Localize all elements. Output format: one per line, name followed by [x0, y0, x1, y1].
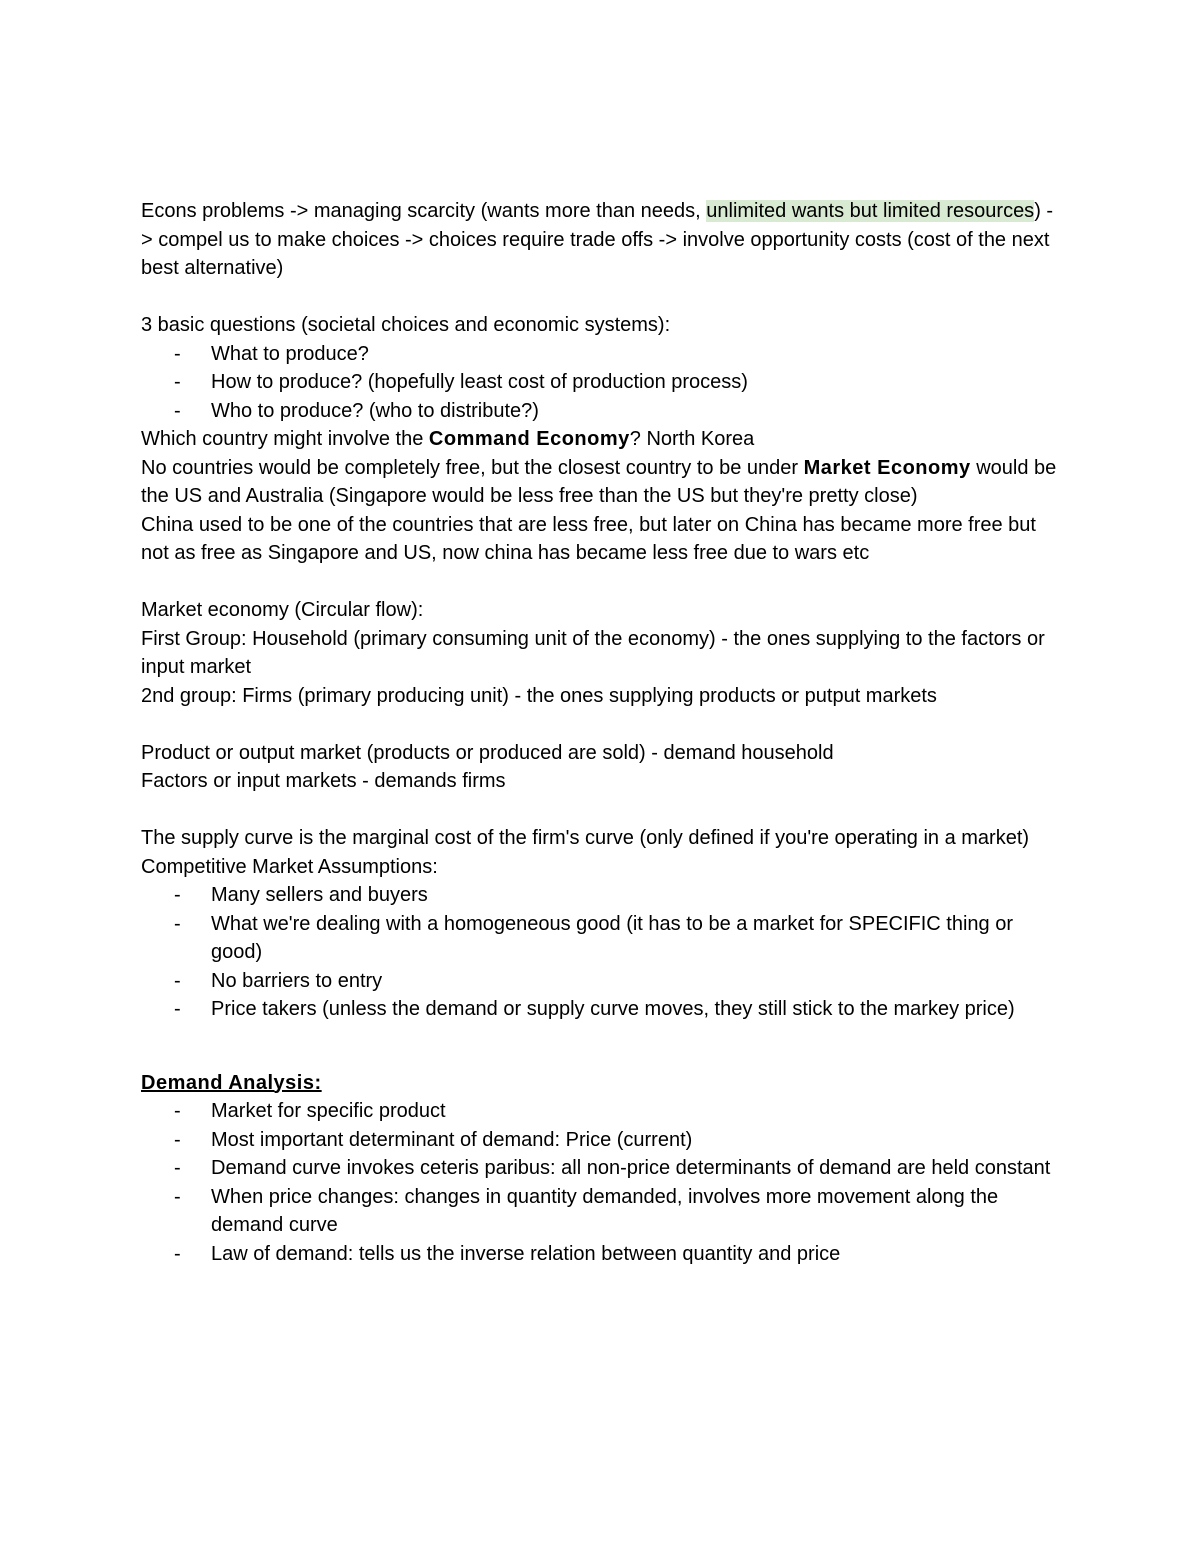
- demand-analysis-heading: Demand Analysis:: [141, 1071, 322, 1094]
- assumptions-title: Competitive Market Assumptions:: [141, 855, 438, 878]
- assumptions-list: [141, 881, 1061, 1024]
- scarcity-paragraph: Econs problems -> managing scarcity (wants more than needs, unlimited wants but limited resources) -> compel us to make choices -> choices require trade offs -> involve opportunity costs (cost of the next best alternative): [141, 200, 1054, 279]
- supply-curve-paragraph: The supply curve is the marginal cost of the firm's curve (only defined if you're operating in a market): [141, 827, 1030, 849]
- china-paragraph: China used to be one of the countries that are less free, but later on China has became more free but not as free as Singapore and US, now china has became less free due to wars etc: [141, 513, 1036, 564]
- list-item: - How to produce? (hopefully least cost of production process): [174, 371, 748, 393]
- list-item: - Demand curve invokes ceteris paribus: all non-price determinants of demand are held constant: [174, 1157, 1051, 1179]
- market-economy-paragraph: No countries would be completely free, but the closest country to be under Market Economy would be the US and Australia (Singapore would be less free than the US but they're pretty close): [141, 456, 1057, 507]
- demand-analysis-list: [141, 1097, 1061, 1268]
- list-item: - Who to produce? (who to distribute?): [174, 399, 539, 422]
- list-item: - What to produce?: [174, 342, 369, 365]
- circular-flow-title: Market economy (Circular flow):: [141, 599, 424, 621]
- list-item: - Price takers (unless the demand or supply curve moves, they still stick to the markey price): [174, 998, 1015, 1020]
- second-group-line: 2nd group: Firms (primary producing unit) - the ones supplying products or putput markets: [141, 684, 937, 707]
- list-item: - Many sellers and buyers: [174, 884, 428, 906]
- basic-questions-intro: 3 basic questions (societal choices and economic systems):: [141, 314, 671, 336]
- factor-market-line: Factors or input markets - demands firms: [141, 770, 506, 792]
- first-group-line: First Group: Household (primary consuming unit of the economy) - the ones supplying to the factors or input market: [141, 627, 1045, 678]
- highlighted-text: unlimited wants but limited resources: [706, 200, 1035, 222]
- document-body: [141, 197, 1061, 1268]
- list-item: - When price changes: changes in quantity demanded, involves more movement along the demand curve: [174, 1185, 999, 1236]
- list-item: - What we're dealing with a homogeneous good (it has to be a market for SPECIFIC thing or good): [174, 912, 1014, 963]
- command-economy-line: Which country might involve the Command Economy? North Korea: [141, 428, 755, 450]
- list-item: - Law of demand: tells us the inverse relation between quantity and price: [174, 1242, 841, 1265]
- list-item: - Market for specific product: [174, 1100, 446, 1122]
- basic-questions-list: [141, 340, 1061, 426]
- list-item: - Most important determinant of demand: Price (current): [174, 1128, 693, 1151]
- product-market-line: Product or output market (products or produced are sold) - demand household: [141, 741, 834, 764]
- list-item: - No barriers to entry: [174, 969, 383, 992]
